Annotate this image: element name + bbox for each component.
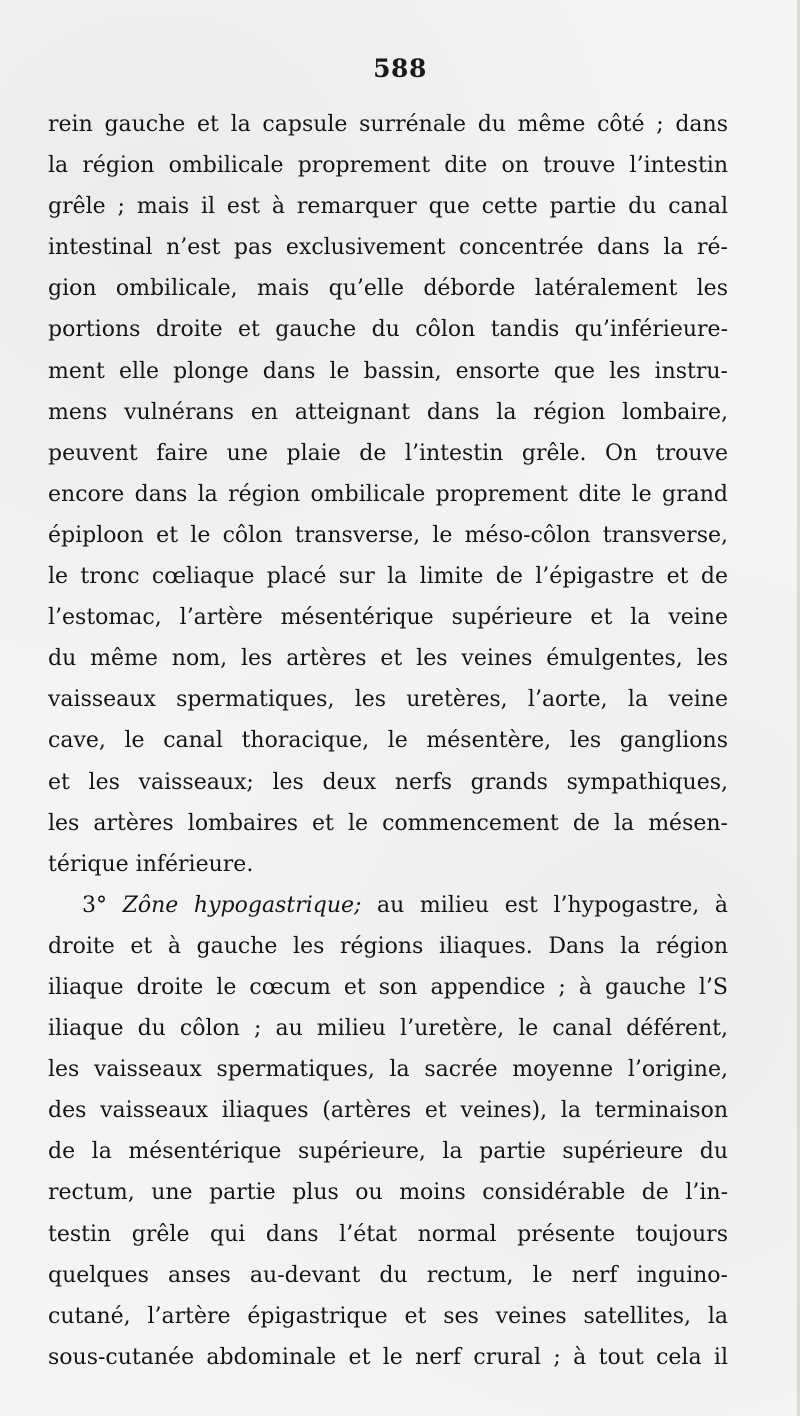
text-line: les artères lombaires et le commencement de la mésen- <box>48 810 728 836</box>
text-line: rein gauche et la capsule surrénale du même côté ; dans <box>48 112 728 137</box>
section-heading-line <box>48 885 728 926</box>
section-title: Zône hypogastrique; <box>122 892 362 918</box>
text-line: iliaque droite le cœcum et son appendice ; à gauche l’S <box>48 974 728 1000</box>
paragraph-end-line: térique inférieure. <box>48 851 254 877</box>
text-line: peuvent faire une plaie de l’intestin grêle. On trouve <box>48 440 728 466</box>
text-line: cave, le canal thoracique, le mésentère, les ganglions <box>48 728 728 754</box>
page-number: 588 <box>373 54 427 83</box>
body-text <box>48 104 728 1378</box>
text-line: testin grêle qui dans l’état normal présente toujours <box>48 1221 728 1247</box>
text-line: droite et à gauche les régions iliaques. Dans la région <box>48 933 728 959</box>
text-line: quelques anses au-devant du rectum, le nerf inguino- <box>48 1262 728 1288</box>
text-line: intestinal n’est pas exclusivement concentrée dans la ré- <box>48 235 728 261</box>
text-line: du même nom, les artères et les veines émulgentes, les <box>48 646 728 672</box>
text-line: vaisseaux spermatiques, les uretères, l’aorte, la veine <box>48 687 728 713</box>
text-line: mens vulnérans en atteignant dans la région lombaire, <box>48 399 728 425</box>
text-line: de la mésentérique supérieure, la partie supérieure du <box>48 1139 728 1165</box>
text-line: sous-cutanée abdominale et le nerf crural ; à tout cela il <box>48 1344 728 1370</box>
section-number: 3° <box>82 892 123 918</box>
text-line: ment elle plonge dans le bassin, ensorte que les instru- <box>48 358 728 384</box>
text-line: cutané, l’artère épigastrique et ses veines satellites, la <box>48 1303 728 1329</box>
text-line: épiploon et le côlon transverse, le méso-côlon transverse, <box>48 522 728 548</box>
text-line: rectum, une partie plus ou moins considérable de l’in- <box>48 1180 728 1206</box>
text-line: l’estomac, l’artère mésentérique supérieure et la veine <box>48 605 728 631</box>
text-line: portions droite et gauche du côlon tandis qu’inférieure- <box>48 317 728 343</box>
text-line: encore dans la région ombilicale proprement dite le grand <box>48 481 728 507</box>
text-line: les vaisseaux spermatiques, la sacrée moyenne l’origine, <box>48 1057 728 1083</box>
text-line: des vaisseaux iliaques (artères et veines), la terminaison <box>48 1098 728 1124</box>
text-line: la région ombilicale proprement dite on trouve l’intestin <box>48 153 728 179</box>
section-text: au milieu est l’hypogastre, à <box>361 892 728 918</box>
text-line: gion ombilicale, mais qu’elle déborde latéralement les <box>48 276 728 302</box>
text-line: et les vaisseaux; les deux nerfs grands sympathiques, <box>48 769 728 795</box>
text-line: grêle ; mais il est à remarquer que cette partie du canal <box>48 194 728 220</box>
text-line: le tronc cœliaque placé sur la limite de l’épigastre et de <box>48 564 728 590</box>
text-line: iliaque du côlon ; au milieu l’uretère, le canal déférent, <box>48 1016 728 1042</box>
